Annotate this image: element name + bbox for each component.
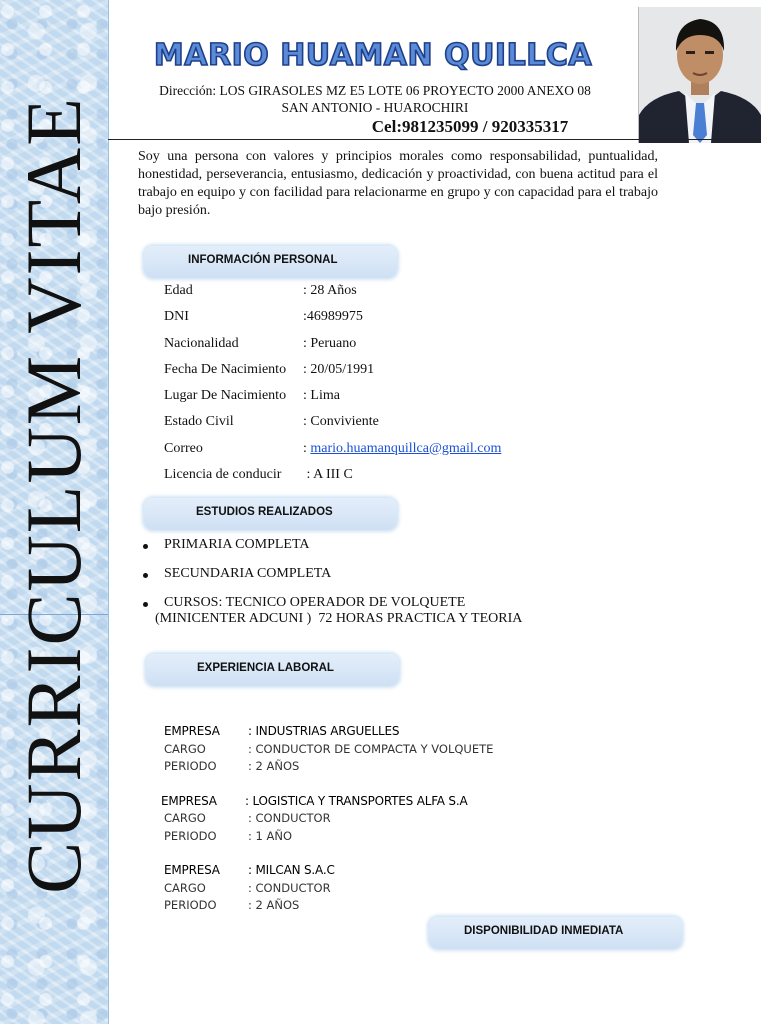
address-line-1: Dirección: LOS GIRASOLES MZ E5 LOTE 06 PROYECTO 2000 ANEXO 08 <box>159 83 591 98</box>
section-personal-info <box>144 246 397 278</box>
job-entry <box>157 793 468 847</box>
period-label: PERIODO <box>164 759 217 773</box>
company-label: EMPRESA <box>161 793 217 808</box>
info-label: Nacionalidad <box>164 335 239 351</box>
info-value: : 20/05/1991 <box>303 361 375 377</box>
company-label: EMPRESA <box>164 863 220 877</box>
company-value: : INDUSTRIAS ARGUELLES <box>248 724 400 738</box>
address-line-2: SAN ANTONIO - HUAROCHIRI <box>281 100 469 115</box>
role-value: : CONDUCTOR DE COMPACTA Y VOLQUETE <box>248 741 494 756</box>
address-block <box>140 82 610 116</box>
study-line: CURSOS: TECNICO OPERADOR DE VOLQUETE <box>164 595 466 610</box>
info-value: : Lima <box>303 388 340 404</box>
curriculum-vitae-title: CURRICULUM VITAE <box>10 96 97 894</box>
section-availability <box>429 917 682 949</box>
company-value: : MILCAN S.A.C <box>248 863 335 877</box>
section-experience-label: EXPERIENCIA LABORAL <box>197 662 334 674</box>
info-label: Edad <box>164 283 193 298</box>
info-label: Fecha De Nacimiento <box>164 361 287 377</box>
role-value: : CONDUCTOR <box>248 880 331 895</box>
email-link[interactable]: mario.huamanquillca@gmail.com <box>310 440 502 456</box>
list-item <box>138 595 522 611</box>
role-label: CARGO <box>164 741 206 756</box>
study-continuation: (MINICENTER ADCUNI ) 72 HORAS PRACTICA Y TEORIA <box>155 611 523 626</box>
info-label: Licencia de conducir <box>164 467 282 483</box>
period-label: PERIODO <box>164 898 217 912</box>
period-label: PERIODO <box>164 828 217 843</box>
info-value: : 28 Años <box>303 283 357 298</box>
profile-photo <box>638 7 761 143</box>
period-value: : 1 AÑO <box>248 828 293 843</box>
info-label: Estado Civil <box>164 414 234 430</box>
person-portrait-icon <box>639 7 761 143</box>
info-value: : Peruano <box>303 335 357 351</box>
role-label: CARGO <box>164 880 206 895</box>
company-value: : LOGISTICA Y TRANSPORTES ALFA S.A <box>245 793 468 808</box>
email-prefix: : <box>303 440 311 456</box>
role-value: : CONDUCTOR <box>248 811 331 825</box>
info-label: Lugar De Nacimiento <box>164 388 287 404</box>
company-label: EMPRESA <box>164 724 220 738</box>
period-value: : 2 AÑOS <box>248 759 300 773</box>
info-value: :46989975 <box>303 309 363 325</box>
section-availability-label: DISPONIBILIDAD INMEDIATA <box>464 925 624 937</box>
job-company-row <box>157 793 468 812</box>
role-label: CARGO <box>164 811 206 825</box>
section-personal-info-label: INFORMACIÓN PERSONAL <box>188 254 338 266</box>
section-studies-label: ESTUDIOS REALIZADOS <box>196 506 333 518</box>
info-label: Correo <box>164 440 203 456</box>
phone-text: Cel:981235099 / 920335317 <box>371 117 569 136</box>
info-label: DNI <box>164 309 189 325</box>
period-value: : 2 AÑOS <box>248 898 300 912</box>
section-experience <box>146 654 399 686</box>
studies-list <box>138 537 522 627</box>
list-item: PRIMARIA COMPLETA <box>138 537 522 553</box>
list-item: SECUNDARIA COMPLETA <box>138 566 522 582</box>
info-value: : A III C <box>303 467 353 483</box>
info-value: : Conviviente <box>303 414 379 430</box>
profile-summary: Soy una persona con valores y principios morales como responsabilidad, puntualidad, honestidad, perseverancia, entusiasmo, dedicación y proactividad, con buena actitud para el trabajo en equipo y con facilidad para relacionarme en grupo y con capacidad para el trabajo bajo presión. <box>138 149 658 218</box>
header-divider <box>108 139 760 140</box>
info-value <box>303 441 501 457</box>
candidate-name: MARIO HUAMAN QUILLCA <box>153 38 593 73</box>
section-studies <box>144 498 397 530</box>
